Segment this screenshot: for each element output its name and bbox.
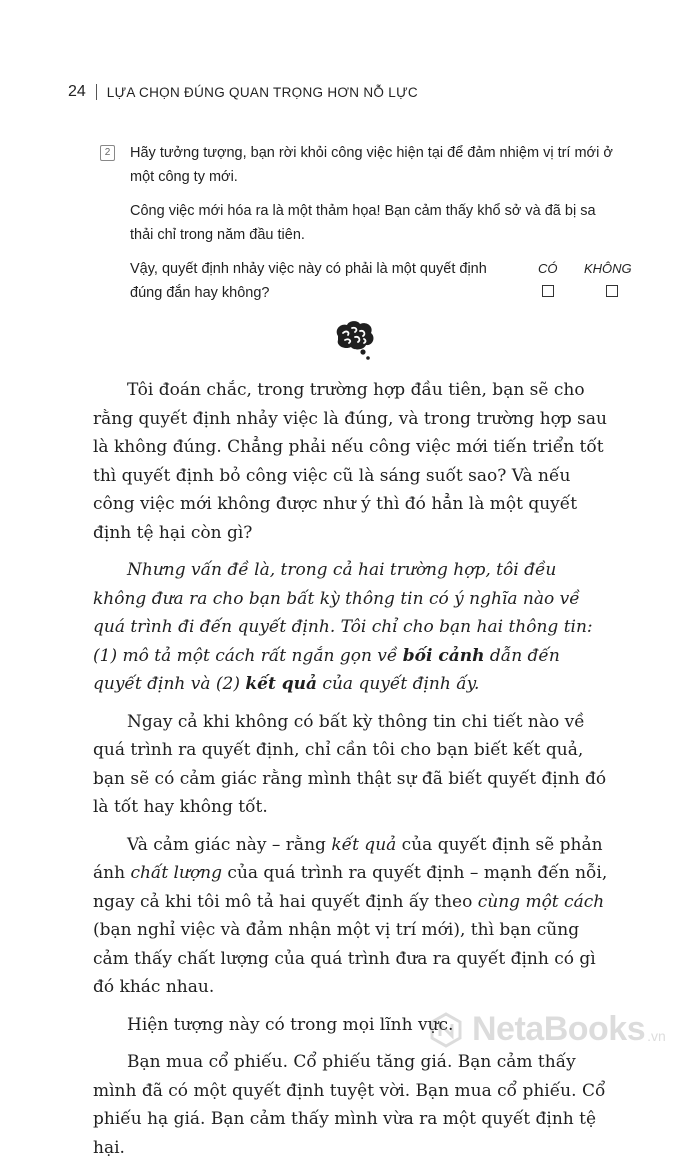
- emphasis-result-italic: kết quả: [331, 834, 397, 855]
- running-header: [68, 81, 418, 103]
- question-paragraph-1: Hãy tưởng tượng, bạn rời khỏi công việc hiện tại để đảm nhiệm vị trí mới ở một công ty mới.: [130, 145, 613, 185]
- emphasis-same-way: cùng một cách: [477, 891, 605, 912]
- header-divider: [96, 84, 97, 100]
- emphasis-context: bối cảnh: [402, 645, 485, 666]
- body-paragraph-4: Và cảm giác này – rằng kết quả của quyết định sẽ phản ánh chất lượng của quá trình ra quyết định – mạnh đến nỗi, ngay cả khi tôi mô tả hai quyết định ấy theo cùng một cách (bạn nghỉ việc và đảm nhận một vị trí mới), thì bạn cũng cảm thấy chất lượng của quá trình đưa ra quyết định có gì đó khác nhau.: [93, 834, 608, 997]
- option-yes-label: CÓ: [538, 261, 558, 276]
- question-prompt: Vậy, quyết định nhảy việc này có phải là một quyết định đúng đắn hay không?: [130, 261, 487, 301]
- body-paragraph-6: Bạn mua cổ phiếu. Cổ phiếu tăng giá. Bạn cảm thấy mình đã có một quyết định tuyệt vời. Bạn mua cổ phiếu. Cổ phiếu hạ giá. Bạn cảm thấy mình vừa ra một quyết định tệ hại.: [93, 1052, 606, 1158]
- question-prompt-row: [130, 257, 632, 305]
- page-number: 24: [68, 83, 86, 100]
- option-no-checkbox[interactable]: [606, 285, 618, 297]
- question-paragraph-2: Công việc mới hóa ra là một thảm họa! Bạn cảm thấy khổ sở và đã bị sa thải chỉ trong năm đầu tiên.: [130, 203, 596, 243]
- running-title: LỰA CHỌN ĐÚNG QUAN TRỌNG HƠN NỖ LỰC: [106, 84, 418, 100]
- watermark: [428, 1010, 666, 1049]
- body-paragraph-3: Ngay cả khi không có bất kỳ thông tin chi tiết nào về quá trình ra quyết định, chỉ cần tôi cho bạn biết kết quả, bạn sẽ có cảm giác rằng mình thật sự đã biết quyết định đó là tốt hay không tốt.: [93, 711, 607, 817]
- question-number-badge: 2: [100, 145, 115, 161]
- question-block: [100, 141, 632, 305]
- watermark-suffix: .vn: [647, 1027, 666, 1044]
- watermark-brand: NetaBooks: [472, 1010, 646, 1048]
- option-no-label: KHÔNG: [584, 261, 632, 276]
- brain-thought-icon: [330, 318, 378, 362]
- body-text: [93, 376, 613, 1171]
- netabooks-logo-icon: [428, 1012, 464, 1048]
- body-paragraph-5: Hiện tượng này có trong mọi lĩnh vực.: [127, 1014, 454, 1035]
- emphasis-quality: chất lượng: [130, 863, 223, 883]
- emphasis-result: kết quả: [245, 674, 318, 694]
- body-paragraph-1: Tôi đoán chắc, trong trường hợp đầu tiên, bạn sẽ cho rằng quyết định nhảy việc là đúng, và trong trường hợp sau là không đúng. Chẳng phải nếu công việc mới tiến triển tốt thì quyết định bỏ công việc cũ là sáng suốt sao? Và nếu công việc mới không được như ý thì đó hẳn là một quyết định tệ hại còn gì?: [93, 380, 607, 543]
- body-paragraph-2: Nhưng vấn đề là, trong cả hai trường hợp, tôi đều không đưa ra cho bạn bất kỳ thông tin có ý nghĩa nào về quá trình đi đến quyết định. Tôi chỉ cho bạn hai thông tin: (1) mô tả một cách rất ngắn gọn về bối cảnh dẫn đến quyết định và (2) kết quả của quyết định ấy.: [93, 560, 593, 694]
- option-yes-checkbox[interactable]: [542, 285, 554, 297]
